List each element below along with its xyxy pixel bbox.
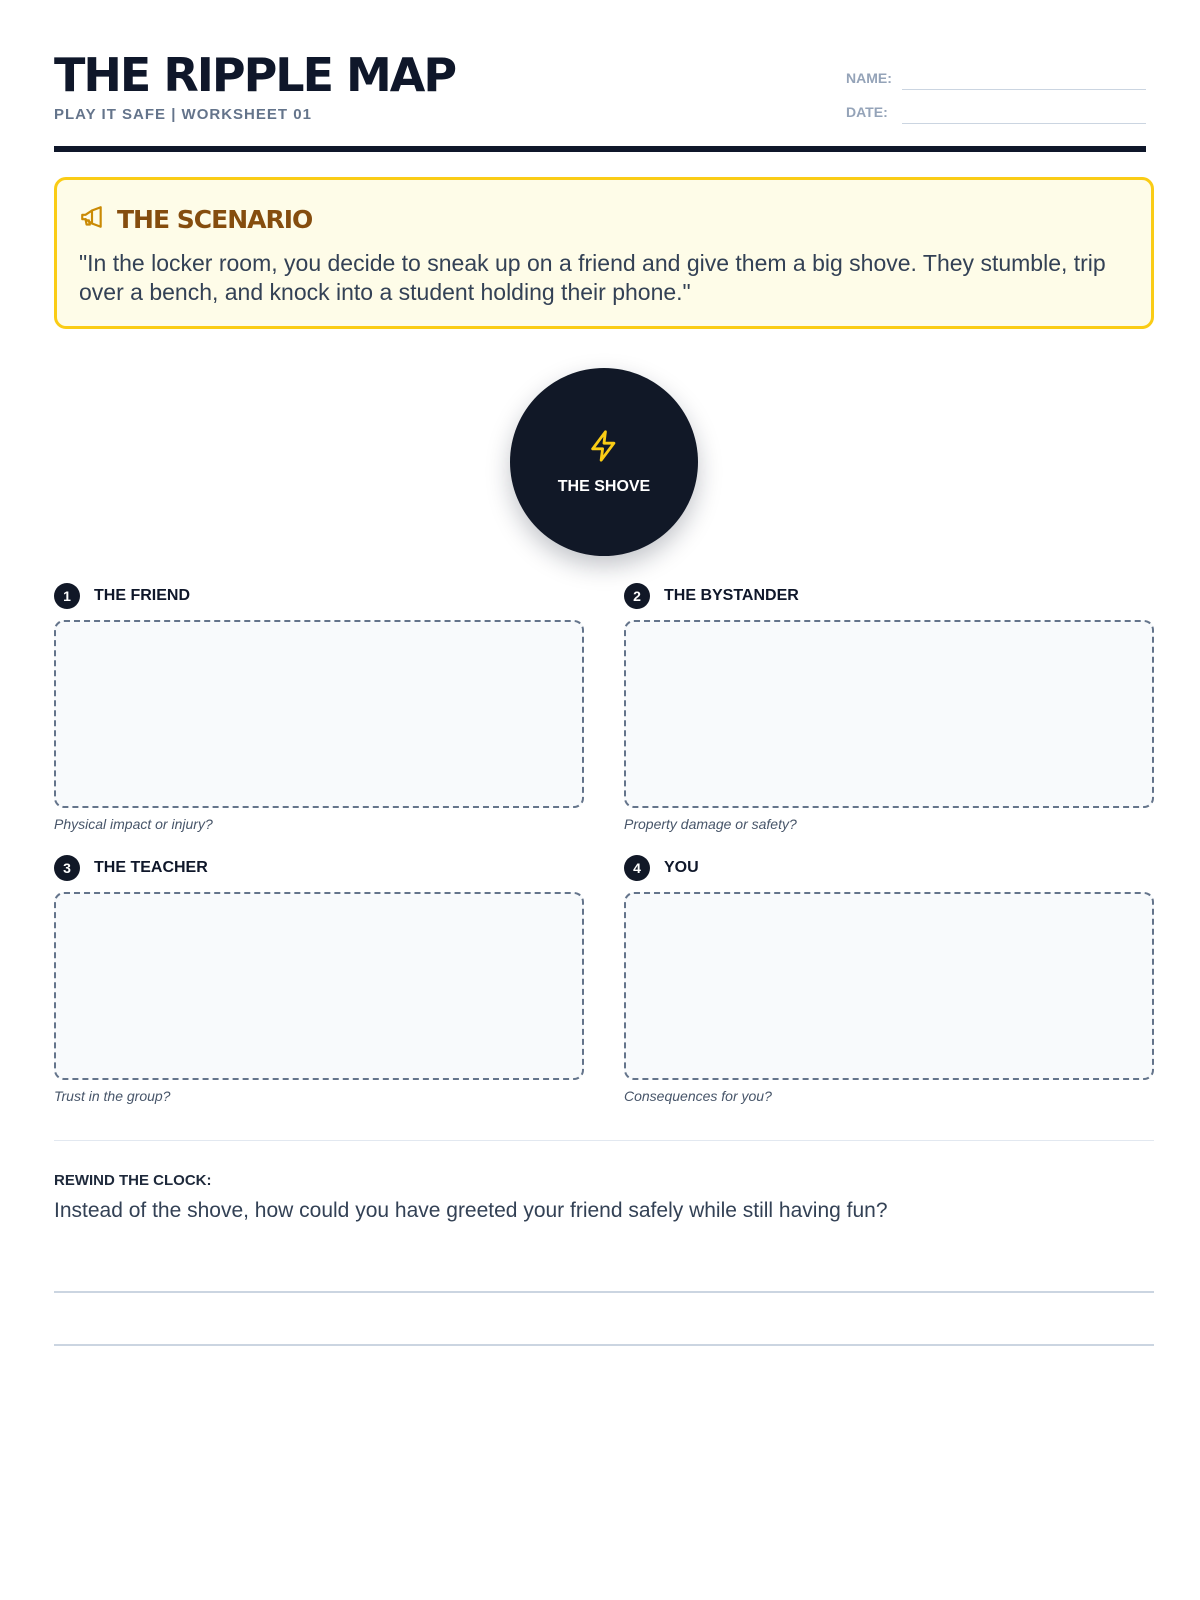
center-event-node	[510, 368, 698, 556]
card-hint: Property damage or safety?	[624, 816, 797, 832]
name-label: NAME:	[846, 70, 892, 86]
card-title: THE FRIEND	[94, 587, 190, 604]
card-hint: Trust in the group?	[54, 1088, 171, 1104]
page-title: THE RIPPLE MAP	[54, 48, 456, 102]
answer-box-you[interactable]	[624, 892, 1154, 1080]
page-subtitle: PLAY IT SAFE | WORKSHEET 01	[54, 106, 312, 123]
card-hint: Consequences for you?	[624, 1088, 772, 1104]
card-header	[54, 582, 584, 610]
scenario-text: "In the locker room, you decide to sneak up on a friend and give them a big shove. They stumble, trip over a bench, and knock into a student holding their phone."	[79, 250, 1106, 305]
date-label: DATE:	[846, 104, 888, 120]
card-header	[624, 854, 1154, 882]
scenario-title: THE SCENARIO	[117, 205, 313, 234]
student-info	[846, 56, 1146, 124]
scenario-header	[79, 204, 1129, 235]
ripple-card-teacher	[54, 854, 584, 1104]
ripple-card-friend	[54, 582, 584, 832]
answer-box-bystander[interactable]	[624, 620, 1154, 808]
answer-box-friend[interactable]	[54, 620, 584, 808]
megaphone-icon	[79, 204, 105, 235]
card-number-badge: 2	[624, 583, 650, 609]
answer-line[interactable]	[54, 1344, 1154, 1346]
card-hint: Physical impact or injury?	[54, 816, 213, 832]
lightning-icon	[587, 429, 621, 468]
rewind-question: Instead of the shove, how could you have greeted your friend safely while still having fun?	[54, 1199, 888, 1222]
scenario-box	[54, 177, 1154, 329]
name-row	[846, 56, 1146, 90]
card-number-badge: 4	[624, 855, 650, 881]
ripple-card-bystander	[624, 582, 1154, 832]
ripple-card-you	[624, 854, 1154, 1104]
worksheet-header	[54, 0, 1146, 152]
answer-box-teacher[interactable]	[54, 892, 584, 1080]
section-divider	[54, 1140, 1154, 1141]
name-field[interactable]	[902, 66, 1146, 90]
date-row	[846, 90, 1146, 124]
card-number-badge: 3	[54, 855, 80, 881]
card-title: THE BYSTANDER	[664, 587, 799, 604]
card-header	[54, 854, 584, 882]
date-field[interactable]	[902, 100, 1146, 124]
card-title: THE TEACHER	[94, 859, 208, 876]
rewind-label: REWIND THE CLOCK:	[54, 1172, 212, 1189]
answer-line[interactable]	[54, 1291, 1154, 1293]
card-header	[624, 582, 1154, 610]
center-event-label: THE SHOVE	[557, 477, 651, 495]
card-title: YOU	[664, 859, 699, 876]
card-number-badge: 1	[54, 583, 80, 609]
